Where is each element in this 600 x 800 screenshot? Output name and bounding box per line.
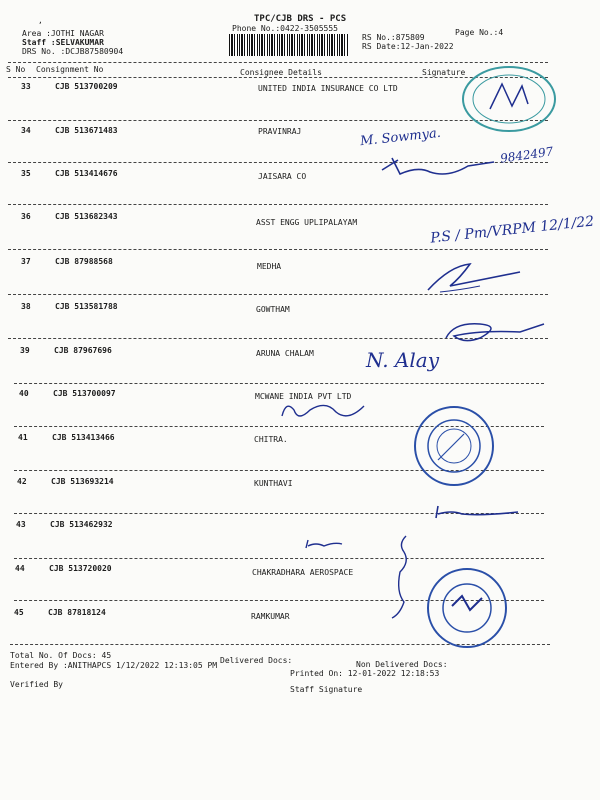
col-consignment-no: Consignment No [36, 65, 104, 74]
row-s-no: 45 [14, 608, 24, 617]
row-divider [8, 204, 548, 205]
row-s-no: 36 [21, 212, 31, 221]
row-consignment-no: CJB 513700097 [53, 389, 116, 398]
row-consignment-no: CJB 87967696 [54, 346, 112, 355]
handwritten-note-row34: M. Sowmya. [359, 125, 442, 150]
phone-number: Phone No.:0422-3505555 [232, 24, 338, 33]
header-divider-top [8, 62, 548, 63]
corner-mark: , [38, 16, 43, 25]
entered-by: Entered By :ANITHAPCS 1/12/2022 12:13:05 PM [10, 661, 218, 670]
staff-signature-label: Staff Signature [290, 685, 363, 694]
verified-by: Verified By [10, 680, 63, 689]
drs-number: DRS No. :DCJB87580904 [22, 47, 124, 56]
col-s-no: S No [6, 65, 26, 74]
row-consignment-no: CJB 513671483 [55, 126, 118, 135]
row-consignment-no: CJB 513682343 [55, 212, 118, 221]
area-label: Area :JOTHI NAGAR [22, 29, 104, 38]
row-consignment-no: CJB 513414676 [55, 169, 118, 178]
row-consignment-no: CJB 513413466 [52, 433, 115, 442]
row-consignee: CHITRA. [254, 435, 288, 444]
row-consignee: MCWANE INDIA PVT LTD [255, 392, 352, 401]
rs-date: RS Date:12-Jan-2022 [362, 42, 454, 51]
printed-on: Printed On: 12-01-2022 12:18:53 [290, 669, 440, 678]
row-s-no: 44 [15, 564, 25, 573]
total-docs: Total No. Of Docs: 45 [10, 651, 112, 660]
row-consignment-no: CJB 513581788 [55, 302, 118, 311]
handwritten-phone-row34: 9842497 [499, 144, 555, 166]
row-s-no: 42 [17, 477, 27, 486]
row-consignee: ASST ENGG UPLIPALAYAM [256, 218, 358, 227]
row-divider [14, 383, 544, 384]
handwritten-note-row36: P.S / Pm/VRPM 12/1/22 [429, 213, 595, 247]
row-consignment-no: CJB 87818124 [48, 608, 106, 617]
row-s-no: 34 [21, 126, 31, 135]
row-consignee: MEDHA [257, 262, 282, 271]
row-consignee: UNITED INDIA INSURANCE CO LTD [258, 84, 398, 93]
row-consignee: ARUNA CHALAM [256, 349, 314, 358]
barcode [229, 34, 349, 56]
signature-row42 [432, 500, 522, 524]
signature-row39: N. Alay [366, 348, 439, 372]
doc-title: TPC/CJB DRS - PCS [254, 14, 347, 24]
row-consignee: CHAKRADHARA AEROSPACE [252, 568, 354, 577]
row-s-no: 43 [16, 520, 26, 529]
row-divider [14, 558, 544, 559]
page-number: Page No.:4 [455, 28, 504, 37]
delivered-docs: Delivered Docs: [220, 656, 293, 665]
signature-row38 [440, 316, 550, 348]
shriram-stamp [412, 404, 496, 488]
row-consignment-no: CJB 513693214 [51, 477, 114, 486]
row-consignment-no: CJB 513720020 [49, 564, 112, 573]
row-consignment-no: CJB 513700209 [55, 82, 118, 91]
signature-row37 [420, 256, 530, 296]
row-s-no: 38 [21, 302, 31, 311]
row-consignment-no: CJB 513462932 [50, 520, 113, 529]
row-divider [8, 249, 548, 250]
non-delivered-docs: Non Delivered Docs: [356, 660, 448, 669]
row-consignee: PRAVINRAJ [258, 127, 302, 136]
signature-row34 [378, 148, 498, 184]
row-consignment-no: CJB 87988568 [55, 257, 113, 266]
row-s-no: 39 [20, 346, 30, 355]
company-stamp-top [460, 64, 558, 134]
rs-number: RS No.:875809 [362, 33, 425, 42]
row-consignee: KUNTHAVI [254, 479, 293, 488]
col-consignee-details: Consignee Details [240, 68, 322, 77]
col-signature: Signature [422, 68, 466, 77]
row-consignee: GOWTHAM [256, 305, 290, 314]
row-s-no: 37 [21, 257, 31, 266]
row-s-no: 40 [19, 389, 29, 398]
row-s-no: 33 [21, 82, 31, 91]
row-consignee: RAMKUMAR [251, 612, 290, 621]
signature-row43-44 [300, 532, 440, 622]
row-s-no: 35 [21, 169, 31, 178]
row-consignee: JAISARA CO [258, 172, 307, 181]
staff-label: Staff :SELVAKUMAR [22, 38, 104, 47]
row-s-no: 41 [18, 433, 28, 442]
signature-row40 [276, 396, 368, 426]
